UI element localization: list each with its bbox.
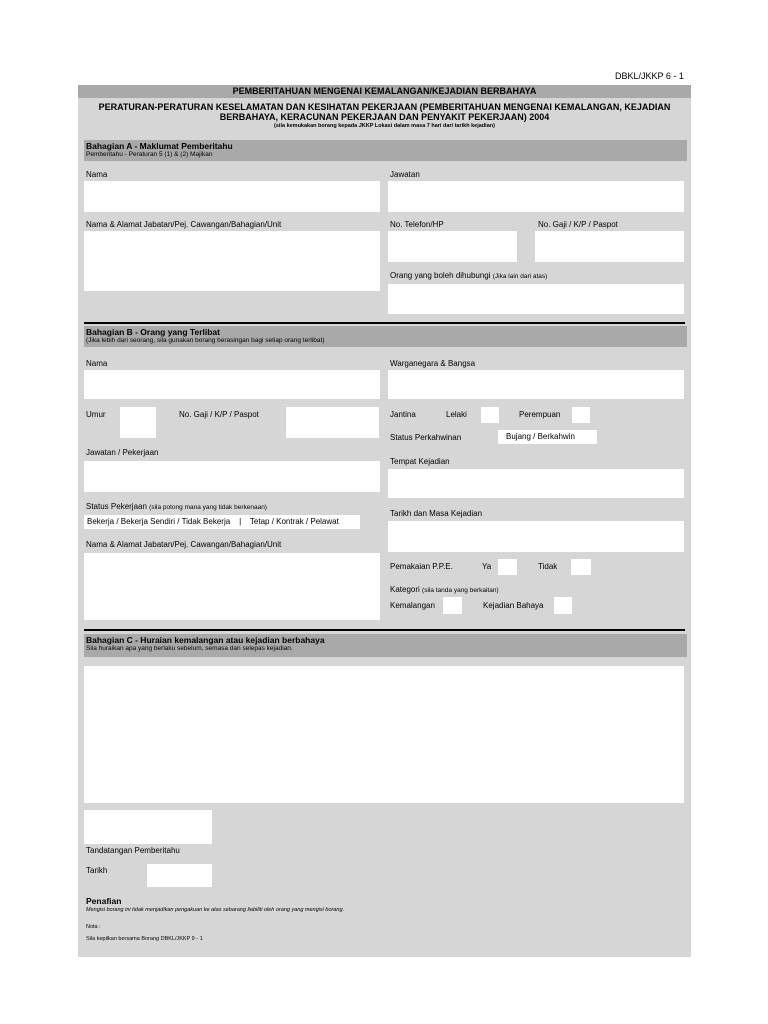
nota-title: Nota :	[86, 924, 101, 930]
label-b-ppe: Pemakaian P.P.E.	[390, 562, 453, 571]
label-b-status-pekerjaan	[86, 502, 267, 511]
field-a-telefon[interactable]	[388, 231, 517, 262]
section-a-title: Bahagian A - Maklumat Pemberitahu	[86, 141, 233, 151]
field-a-gaji[interactable]	[535, 231, 684, 262]
field-b-umur[interactable]	[120, 407, 156, 438]
field-b-gaji[interactable]	[286, 407, 379, 438]
label-b-kategori-text: Kategori	[390, 585, 420, 594]
form-title: PEMBERITAHUAN MENGENAI KEMALANGAN/KEJADIAN BERBAHAYA	[78, 85, 691, 98]
field-b-status-kahwin[interactable]: Bujang / Berkahwin	[498, 430, 597, 444]
field-b-alamat[interactable]	[84, 553, 380, 620]
section-b-subtitle: (Jika lebih dari seorang, sila gunakan borang berasingan bagi setiap orang terlibat)	[86, 337, 325, 344]
label-b-nama: Nama	[86, 359, 108, 368]
label-b-perempuan: Perempuan	[519, 410, 561, 419]
label-b-tidak: Tidak	[538, 562, 558, 571]
field-a-jawatan[interactable]	[388, 181, 684, 212]
label-tandatangan: Tandatangan Pemberitahu	[86, 846, 180, 855]
field-b-warganegara[interactable]	[388, 370, 684, 399]
checkbox-b-ppe-tidak[interactable]	[571, 559, 591, 575]
field-b-tarikh-masa[interactable]	[388, 521, 684, 552]
label-b-tarikh-masa: Tarikh dan Masa Kejadian	[390, 509, 483, 518]
form-code: DBKL/JKKP 6 - 1	[615, 71, 684, 81]
label-a-nama: Nama	[86, 170, 108, 179]
penafian-title: Penafian	[86, 896, 122, 906]
label-b-umur: Umur	[86, 410, 106, 419]
label-a-hubungi-text: Orang yang boleh dihubungi	[390, 271, 491, 280]
label-b-kejadian-bahaya: Kejadian Bahaya	[483, 601, 544, 610]
section-b-title: Bahagian B - Orang yang Terlibat	[86, 327, 220, 337]
section-c-title: Bahagian C - Huraian kemalangan atau kejadian berbahaya	[86, 635, 325, 645]
field-tandatangan[interactable]	[84, 810, 212, 844]
field-b-tempat[interactable]	[388, 469, 684, 498]
label-a-telefon: No. Telefon/HP	[390, 220, 444, 229]
field-c-huraian[interactable]	[84, 666, 684, 803]
field-tarikh[interactable]	[147, 864, 212, 887]
checkbox-b-ppe-ya[interactable]	[498, 559, 517, 575]
checkbox-b-kejadian-bahaya[interactable]	[554, 597, 572, 614]
label-b-ya: Ya	[482, 562, 492, 571]
label-a-alamat: Nama & Alamat Jabatan/Pej. Cawangan/Bahagian/Unit	[86, 220, 282, 229]
label-b-status-pekerjaan-note: (sila potong mana yang tidak berkenaan)	[149, 504, 267, 511]
label-b-jantina: Jantina	[390, 410, 416, 419]
label-b-gaji: No. Gaji / K/P / Paspot	[179, 410, 259, 419]
form-submission-note: (sila kemukakan borang kepada JKKP Lokasi dalam masa 7 hari dari tarikh kejadian)	[274, 123, 495, 129]
section-a-subtitle: Pemberitahu - Peraturan 5 (1) & (2) Majikan	[86, 151, 213, 158]
penafian-text: Mengisi borang ini tidak menjadikan pengakuan ke atas sebarang liabiliti oleh orang yang mengisi borang.	[86, 907, 345, 913]
label-tarikh: Tarikh	[86, 866, 108, 875]
label-b-tempat: Tempat Kejadian	[390, 457, 450, 466]
label-a-gaji: No. Gaji / K/P / Paspot	[538, 220, 618, 229]
divider-b-c	[84, 629, 685, 631]
checkbox-b-lelaki[interactable]	[481, 407, 499, 423]
label-a-hubungi	[390, 271, 547, 280]
label-b-kemalangan: Kemalangan	[390, 601, 435, 610]
label-a-jawatan: Jawatan	[390, 170, 420, 179]
label-b-status-kahwin: Status Perkahwinan	[390, 433, 462, 442]
label-b-alamat: Nama & Alamat Jabatan/Pej. Cawangan/Bahagian/Unit	[86, 540, 282, 549]
field-a-hubungi[interactable]	[388, 284, 684, 314]
form-sheet	[78, 85, 691, 957]
divider-a-b	[84, 322, 685, 324]
form-subtitle: PERATURAN-PERATURAN KESELAMATAN DAN KESIHATAN PEKERJAAN (PEMBERITAHUAN MENGENAI KEMALANGAN, KEJADIAN BERBAHAYA, KERACUNAN PEKERJAAN DAN PENYAKIT PEKERJAAN) 2004	[98, 102, 671, 122]
field-a-nama[interactable]	[84, 181, 380, 212]
label-b-jawatan: Jawatan / Pekerjaan	[86, 448, 159, 457]
field-b-status-pekerjaan[interactable]: Bekerja / Bekerja Sendiri / Tidak Bekerja | Tetap / Kontrak / Pelawat	[84, 515, 360, 529]
checkbox-b-perempuan[interactable]	[572, 407, 590, 423]
label-b-lelaki: Lelaki	[446, 410, 467, 419]
label-b-kategori	[390, 585, 499, 594]
field-a-alamat[interactable]	[84, 231, 380, 291]
field-b-nama[interactable]	[84, 370, 380, 399]
checkbox-b-kemalangan[interactable]	[443, 597, 462, 614]
section-b-header	[84, 326, 687, 347]
section-c-header	[84, 634, 687, 657]
nota-text: Sila kepilkan bersama Borang DBKL/JKKP 9 - 1	[86, 936, 203, 942]
label-b-warganegara: Warganegara & Bangsa	[390, 359, 476, 368]
field-b-jawatan[interactable]	[84, 461, 380, 492]
label-a-hubungi-note: (Jika lain dari atas)	[492, 273, 548, 280]
section-a-header	[84, 140, 687, 161]
label-b-kategori-note: (sila tanda yang berkaitan)	[422, 587, 499, 594]
label-b-status-pekerjaan-text: Status Pekerjaan	[86, 502, 147, 511]
section-c-subtitle: Sila huraikan apa yang berlaku sebelum, semasa dan selepas kejadian.	[86, 645, 293, 652]
